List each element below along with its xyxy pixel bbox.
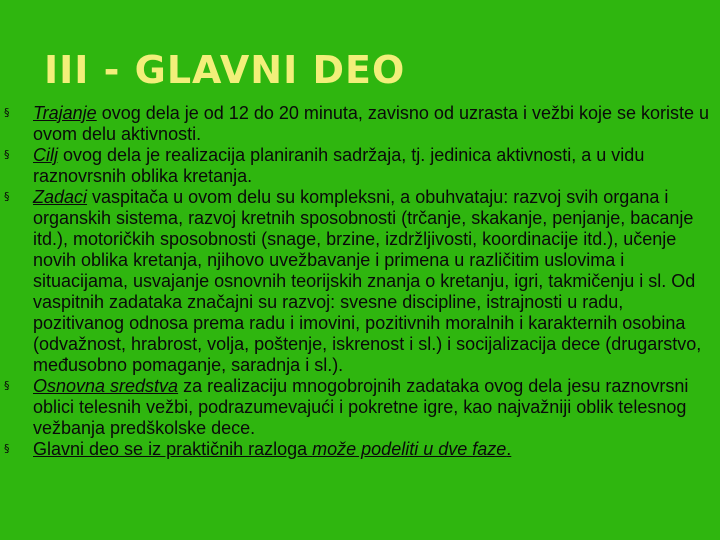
bullet-item-osnovna-sredstva bbox=[0, 376, 720, 439]
bullet-list bbox=[0, 103, 720, 460]
keyword-osnovna-sredstva: Osnovna sredstva bbox=[33, 376, 179, 396]
bullet-icon: § bbox=[4, 190, 10, 203]
emphasis-text: može podeliti u dve faze bbox=[312, 439, 507, 459]
keyword-trajanje: Trajanje bbox=[33, 103, 97, 123]
bullet-item-zadaci bbox=[0, 187, 720, 376]
bullet-text-end: . bbox=[506, 439, 512, 459]
bullet-icon: § bbox=[4, 148, 10, 161]
bullet-item-cilj bbox=[0, 145, 720, 187]
keyword-zadaci: Zadaci bbox=[33, 187, 88, 207]
bullet-icon: § bbox=[4, 106, 10, 119]
bullet-icon: § bbox=[4, 379, 10, 392]
bullet-item-trajanje bbox=[0, 103, 720, 145]
bullet-text: vaspitača u ovom delu su kompleksni, a obuhvataju: razvoj svih organa i organskih sistema, razvoj kretnih sposobnosti (trčanje, skakanje, penjanje, bacanje itd.), motoričkih sposobnosti (snage, brzine, izdržljivosti, koordinacije itd.), učenje novih oblika kretanja, njihovo uvežbavanje i primena u različitim uslovima i situacijama, usvajanje osnovnih teorijskih znanja o kretanju, igri, takmičenju i sl. Od vaspitnih zadataka značajni su razvoj: svesne discipline, istrajnosti u radu, pozitivanog odnosa prema radu i imovini, pozitivnih moralnih i karakternih osobina (odvažnost, hrabrost, volja, poštenje, iskrenost i sl.) i socijalizacija dece (drugarstvo, međusobno pomaganje, saradnja i sl.). bbox=[33, 187, 702, 375]
bullet-icon: § bbox=[4, 442, 10, 455]
bullet-text: ovog dela je od 12 do 20 minuta, zavisno od uzrasta i vežbi koje se koriste u ovom delu aktivnosti. bbox=[33, 103, 710, 144]
bullet-text: ovog dela je realizacija planiranih sadržaja, tj. jedinica aktivnosti, a u vidu raznovrsnih oblika kretanja. bbox=[33, 145, 645, 186]
bullet-text: za realizaciju mnogobrojnih zadataka ovog dela jesu raznovrsni oblici telesnih vežbi, podrazumevajući i pokretne igre, kao najvažniji oblik telesnog vežbanja predškolske dece. bbox=[33, 376, 689, 438]
slide-title: III - GLAVNI DEO bbox=[44, 48, 406, 92]
bullet-item-glavni-deo bbox=[0, 439, 720, 460]
keyword-cilj: Cilj bbox=[33, 145, 58, 165]
bullet-text: Glavni deo se iz praktičnih razloga bbox=[33, 439, 313, 459]
